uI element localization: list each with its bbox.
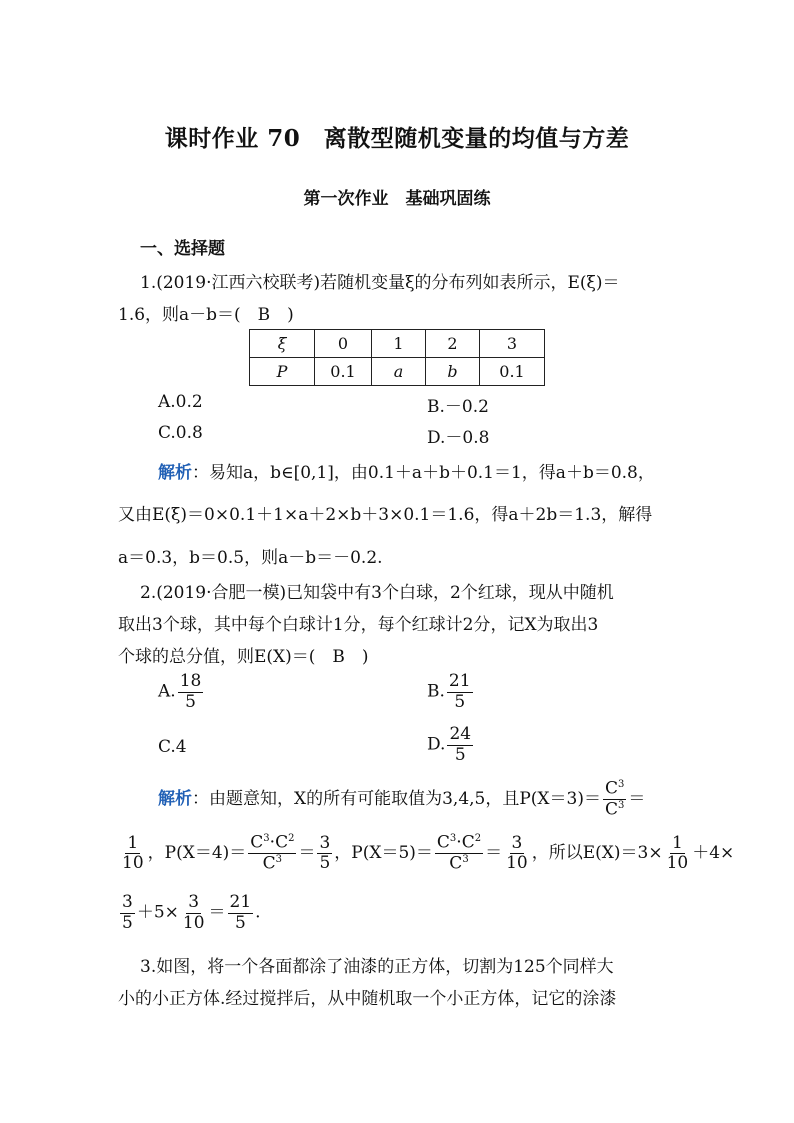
q3-stem-line2: 小的小正方体.经过搅拌后，从中随机取一个小正方体，记它的涂漆 (118, 989, 617, 1009)
page-title: 课时作业 70 离散型随机变量的均值与方差 (164, 125, 630, 152)
q1-option-a: A.0.2 (158, 392, 203, 412)
page-subtitle: 第一次作业 基础巩固练 (303, 189, 491, 209)
table-row (250, 358, 545, 386)
q1-stem-line2: 1.6，则a－b＝( B ) (118, 305, 294, 325)
q1-solution-line2: 又由E(ξ)＝0×0.1＋1×a＋2×b＋3×0.1＝1.6，得a＋2b＝1.3，解得 (118, 505, 653, 525)
table-cell: ξ (250, 330, 315, 358)
section-heading: 一、选择题 (140, 239, 225, 259)
solution-label: 解析 (158, 789, 192, 810)
table-cell: 0.1 (480, 358, 545, 386)
table-cell: 2 (426, 330, 480, 358)
table-cell: 1 (372, 330, 426, 358)
q2-solution-line2: $\frac{1}{10}$ ，P(X＝4)＝ $\frac{C^3\cdot C^2}{C^3}$ ＝ $\frac{3}{5}$ ，P(X＝5)＝ $\frac{C^3\cdot C^2}{C^3}$ ＝ $\frac{3}{10}$ ，所以E(X)＝3× $\frac{1}{10}$ ＋4× (122, 832, 735, 874)
table-cell: 3 (480, 330, 545, 358)
table-cell: b (426, 358, 480, 386)
q2-stem-line2: 取出3个球，其中每个白球计1分，每个红球计2分，记X为取出3 (118, 615, 599, 635)
q2-option-a: A. $\frac{18}{5}$ (158, 671, 202, 712)
distribution-table (249, 329, 545, 386)
q1-option-b: B.－0.2 (427, 397, 489, 417)
q1-solution-line1 (158, 458, 655, 483)
solution-text: ：易知a，b∈[0,1]，由0.1＋a＋b＋0.1＝1，得a＋b＝0.8， (192, 463, 655, 483)
q2-option-c: C.4 (158, 737, 187, 757)
table-cell: 0.1 (315, 358, 372, 386)
q2-stem-line3: 个球的总分值，则E(X)＝( B ) (118, 647, 369, 667)
table-row (250, 330, 545, 358)
table-cell: P (250, 358, 315, 386)
q2-solution-line1: 解析：由题意知，X的所有可能取值为3,4,5，且P(X＝3)＝ $\frac{C^3}{C^3}$ ＝ (158, 778, 646, 820)
table-cell: a (372, 358, 426, 386)
solution-label: 解析 (158, 463, 192, 483)
q1-option-d: D.－0.8 (427, 428, 490, 448)
q1-solution-line3: a＝0.3，b＝0.5，则a－b＝－0.2. (118, 548, 383, 568)
q2-solution-line3: $\frac{3}{5}$ ＋5× $\frac{3}{10}$ ＝ $\frac{21}{5}$ . (122, 892, 261, 933)
q2-stem-line1: 2.(2019·合肥一模)已知袋中有3个白球，2个红球，现从中随机 (140, 583, 614, 603)
q3-stem-line1: 3.如图，将一个各面都涂了油漆的正方体，切割为125个同样大 (140, 957, 614, 977)
q2-option-b: B. $\frac{21}{5}$ (427, 671, 471, 712)
q1-option-c: C.0.8 (158, 423, 203, 443)
table-cell: 0 (315, 330, 372, 358)
q2-option-d: D. $\frac{24}{5}$ (427, 724, 472, 765)
q1-stem-line1: 1.(2019·江西六校联考)若随机变量ξ的分布列如表所示，E(ξ)＝ (140, 273, 620, 293)
